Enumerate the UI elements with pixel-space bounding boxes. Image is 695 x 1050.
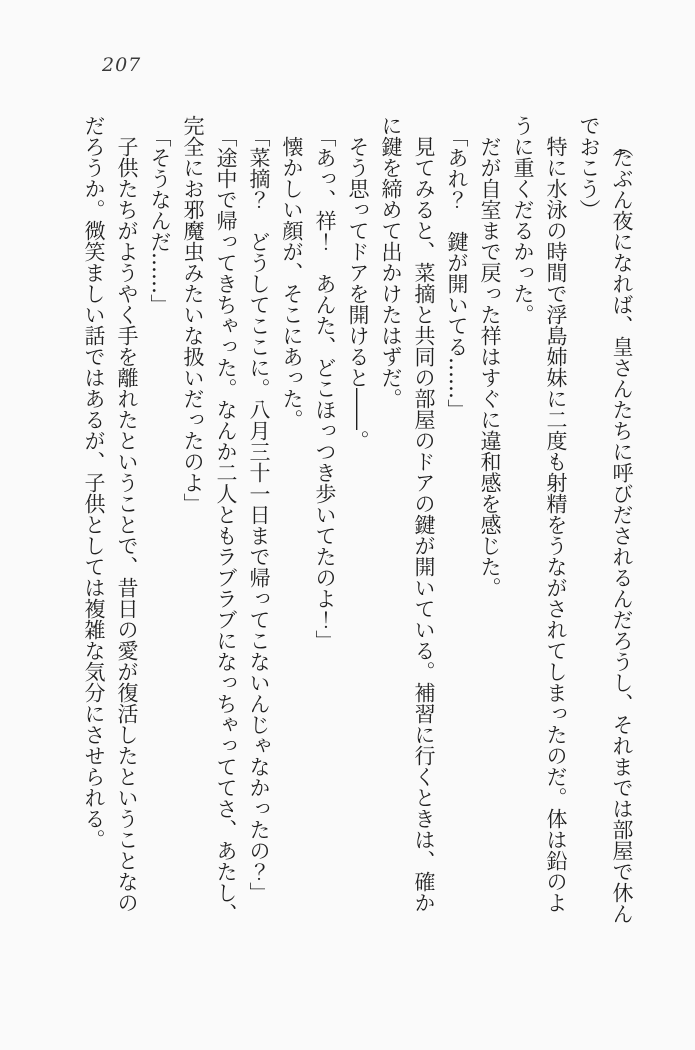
text-block [77,115,638,927]
paragraph-line: 「菜摘？ どうしてここに。八月三十一日まで帰ってこないんじゃなかったの？」 [247,125,271,903]
paragraph-line: 特に水泳の時間で浮島姉妹に二度も射精をうながされてしまったのだ。体は鉛のように重くだるかった。 [511,115,568,913]
paragraph-line: 懐かしい顔が、そこにあった。 [280,136,304,430]
paragraph-line: （たぶん夜になれば、皇さんたちに呼びだされるんだろうし、それまでは部屋で休んでおこう） [577,115,634,924]
paragraph-line: 「途中で帰ってきちゃった。なんか二人ともラブラブになっちゃっててさ、あたし、完全にお邪魔虫みたいな扱いだったのよ」 [181,115,238,924]
paragraph-line: 「あれ？ 鍵が開いてる……」 [445,125,469,420]
paragraph-line: そう思ってドアを開けると――。 [346,136,370,451]
paragraph-line: だが自室まで戻った祥はすぐに違和感を感じた。 [478,136,502,598]
paragraph-line: 見てみると、菜摘と共同の部屋のドアの鍵が開いている。補習に行くときは、確かに鍵を締めて出かけたはずだ。 [379,115,436,913]
page-number: 207 [102,54,142,76]
paragraph-line: 子供たちがようやく手を離れたということで、昔日の愛が復活したということなのだろうか。微笑ましい話ではあるが、子供としては複雑な気分にさせられる。 [82,115,139,913]
paragraph-line: 「あっ、祥！ あんた、どこほっつき歩いてたのよ！」 [313,125,337,651]
paragraph-line: 「そうなんだ……」 [148,125,172,315]
half-width-open-paren: （ [610,136,634,147]
